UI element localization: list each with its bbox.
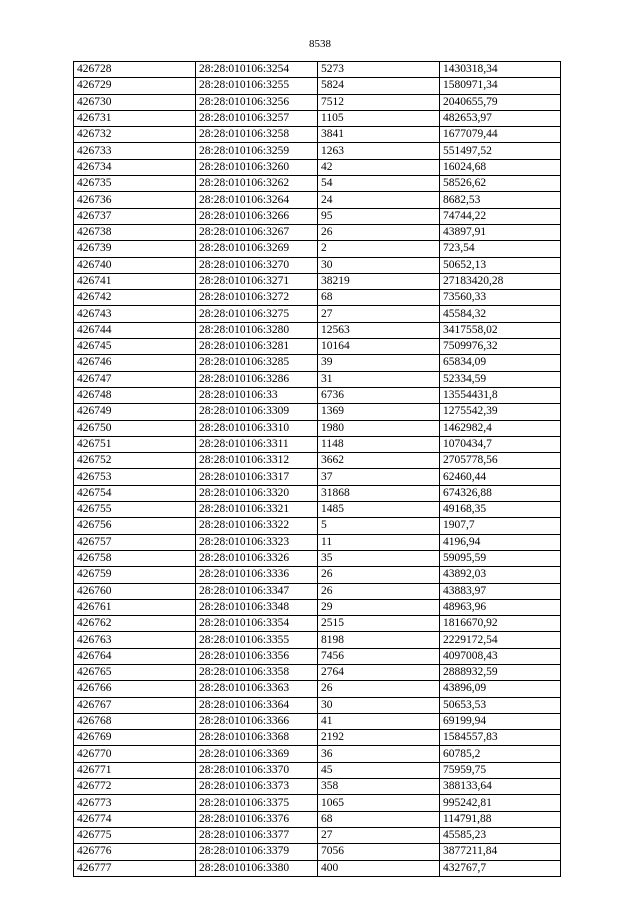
table-row xyxy=(74,306,561,322)
cadastral-number-cell: 28:28:010106:3355 xyxy=(196,632,318,648)
area-cell: 1263 xyxy=(318,143,440,159)
value-cell: 3417558,02 xyxy=(440,322,561,338)
cadastral-number-cell: 28:28:010106:3377 xyxy=(196,827,318,843)
table-row xyxy=(74,681,561,697)
value-cell: 723,54 xyxy=(440,241,561,257)
table-row xyxy=(74,159,561,175)
cadastral-number-cell: 28:28:010106:3370 xyxy=(196,762,318,778)
value-cell: 1070434,7 xyxy=(440,436,561,452)
record-number-cell: 426753 xyxy=(74,469,196,485)
cadastral-number-cell: 28:28:010106:3322 xyxy=(196,518,318,534)
table-row xyxy=(74,746,561,762)
record-number-cell: 426769 xyxy=(74,730,196,746)
record-number-cell: 426738 xyxy=(74,224,196,240)
cadastral-number-cell: 28:28:010106:3358 xyxy=(196,664,318,680)
cadastral-number-cell: 28:28:010106:3375 xyxy=(196,795,318,811)
record-number-cell: 426749 xyxy=(74,404,196,420)
registry-table xyxy=(73,61,561,877)
cadastral-number-cell: 28:28:010106:3366 xyxy=(196,713,318,729)
value-cell: 43896,09 xyxy=(440,681,561,697)
table-row xyxy=(74,779,561,795)
area-cell: 1065 xyxy=(318,795,440,811)
record-number-cell: 426745 xyxy=(74,339,196,355)
cadastral-number-cell: 28:28:010106:3369 xyxy=(196,746,318,762)
table-row xyxy=(74,453,561,469)
record-number-cell: 426747 xyxy=(74,371,196,387)
record-number-cell: 426755 xyxy=(74,502,196,518)
area-cell: 29 xyxy=(318,599,440,615)
value-cell: 1907,7 xyxy=(440,518,561,534)
table-row xyxy=(74,697,561,713)
table-row xyxy=(74,844,561,860)
area-cell: 24 xyxy=(318,192,440,208)
cadastral-number-cell: 28:28:010106:3347 xyxy=(196,583,318,599)
value-cell: 482653,97 xyxy=(440,110,561,126)
area-cell: 6736 xyxy=(318,387,440,403)
record-number-cell: 426731 xyxy=(74,110,196,126)
area-cell: 11 xyxy=(318,534,440,550)
table-row xyxy=(74,192,561,208)
table-row xyxy=(74,355,561,371)
value-cell: 1275542,39 xyxy=(440,404,561,420)
value-cell: 2705778,56 xyxy=(440,453,561,469)
value-cell: 1430318,34 xyxy=(440,62,561,78)
table-row xyxy=(74,143,561,159)
value-cell: 114791,88 xyxy=(440,811,561,827)
record-number-cell: 426759 xyxy=(74,567,196,583)
record-number-cell: 426743 xyxy=(74,306,196,322)
value-cell: 16024,68 xyxy=(440,159,561,175)
record-number-cell: 426777 xyxy=(74,860,196,876)
table-row xyxy=(74,290,561,306)
value-cell: 60785,2 xyxy=(440,746,561,762)
table-row xyxy=(74,567,561,583)
cadastral-number-cell: 28:28:010106:3260 xyxy=(196,159,318,175)
cadastral-number-cell: 28:28:010106:3356 xyxy=(196,648,318,664)
record-number-cell: 426775 xyxy=(74,827,196,843)
area-cell: 3841 xyxy=(318,127,440,143)
record-number-cell: 426772 xyxy=(74,779,196,795)
cadastral-number-cell: 28:28:010106:3259 xyxy=(196,143,318,159)
table-row xyxy=(74,502,561,518)
area-cell: 26 xyxy=(318,567,440,583)
cadastral-number-cell: 28:28:010106:3286 xyxy=(196,371,318,387)
record-number-cell: 426752 xyxy=(74,453,196,469)
cadastral-number-cell: 28:28:010106:3257 xyxy=(196,110,318,126)
cadastral-number-cell: 28:28:010106:3269 xyxy=(196,241,318,257)
area-cell: 7512 xyxy=(318,94,440,110)
value-cell: 2888932,59 xyxy=(440,664,561,680)
value-cell: 50652,13 xyxy=(440,257,561,273)
record-number-cell: 426768 xyxy=(74,713,196,729)
record-number-cell: 426751 xyxy=(74,436,196,452)
cadastral-number-cell: 28:28:010106:3267 xyxy=(196,224,318,240)
table-row xyxy=(74,387,561,403)
record-number-cell: 426750 xyxy=(74,420,196,436)
area-cell: 8198 xyxy=(318,632,440,648)
table-row xyxy=(74,664,561,680)
cadastral-number-cell: 28:28:010106:3264 xyxy=(196,192,318,208)
cadastral-number-cell: 28:28:010106:3254 xyxy=(196,62,318,78)
cadastral-number-cell: 28:28:010106:3281 xyxy=(196,339,318,355)
value-cell: 52334,59 xyxy=(440,371,561,387)
area-cell: 5824 xyxy=(318,78,440,94)
cadastral-number-cell: 28:28:010106:3312 xyxy=(196,453,318,469)
record-number-cell: 426729 xyxy=(74,78,196,94)
record-number-cell: 426744 xyxy=(74,322,196,338)
area-cell: 2764 xyxy=(318,664,440,680)
area-cell: 2515 xyxy=(318,616,440,632)
cadastral-number-cell: 28:28:010106:3368 xyxy=(196,730,318,746)
table-row xyxy=(74,616,561,632)
cadastral-number-cell: 28:28:010106:3379 xyxy=(196,844,318,860)
table-row xyxy=(74,436,561,452)
area-cell: 30 xyxy=(318,697,440,713)
area-cell: 5273 xyxy=(318,62,440,78)
table-row xyxy=(74,485,561,501)
value-cell: 43892,03 xyxy=(440,567,561,583)
area-cell: 68 xyxy=(318,290,440,306)
record-number-cell: 426732 xyxy=(74,127,196,143)
area-cell: 7456 xyxy=(318,648,440,664)
value-cell: 8682,53 xyxy=(440,192,561,208)
record-number-cell: 426763 xyxy=(74,632,196,648)
table-row xyxy=(74,730,561,746)
table-row xyxy=(74,534,561,550)
table-row xyxy=(74,648,561,664)
value-cell: 27183420,28 xyxy=(440,273,561,289)
table-row xyxy=(74,420,561,436)
record-number-cell: 426734 xyxy=(74,159,196,175)
value-cell: 45585,23 xyxy=(440,827,561,843)
value-cell: 4097008,43 xyxy=(440,648,561,664)
cadastral-number-cell: 28:28:010106:3348 xyxy=(196,599,318,615)
value-cell: 3877211,84 xyxy=(440,844,561,860)
table-row xyxy=(74,550,561,566)
cadastral-number-cell: 28:28:010106:3266 xyxy=(196,208,318,224)
value-cell: 432767,7 xyxy=(440,860,561,876)
record-number-cell: 426736 xyxy=(74,192,196,208)
area-cell: 95 xyxy=(318,208,440,224)
record-number-cell: 426730 xyxy=(74,94,196,110)
record-number-cell: 426739 xyxy=(74,241,196,257)
table-row xyxy=(74,127,561,143)
record-number-cell: 426728 xyxy=(74,62,196,78)
cadastral-number-cell: 28:28:010106:3363 xyxy=(196,681,318,697)
cadastral-number-cell: 28:28:010106:3275 xyxy=(196,306,318,322)
cadastral-number-cell: 28:28:010106:3323 xyxy=(196,534,318,550)
cadastral-number-cell: 28:28:010106:3311 xyxy=(196,436,318,452)
cadastral-number-cell: 28:28:010106:3320 xyxy=(196,485,318,501)
cadastral-number-cell: 28:28:010106:3336 xyxy=(196,567,318,583)
cadastral-number-cell: 28:28:010106:3272 xyxy=(196,290,318,306)
cadastral-number-cell: 28:28:010106:3309 xyxy=(196,404,318,420)
value-cell: 75959,75 xyxy=(440,762,561,778)
table-row xyxy=(74,110,561,126)
table-row xyxy=(74,599,561,615)
area-cell: 35 xyxy=(318,550,440,566)
cadastral-number-cell: 28:28:010106:3376 xyxy=(196,811,318,827)
value-cell: 2040655,79 xyxy=(440,94,561,110)
value-cell: 1580971,34 xyxy=(440,78,561,94)
cadastral-number-cell: 28:28:010106:3262 xyxy=(196,176,318,192)
value-cell: 1816670,92 xyxy=(440,616,561,632)
area-cell: 358 xyxy=(318,779,440,795)
value-cell: 43897,91 xyxy=(440,224,561,240)
cadastral-number-cell: 28:28:010106:3310 xyxy=(196,420,318,436)
cadastral-number-cell: 28:28:010106:3271 xyxy=(196,273,318,289)
cadastral-number-cell: 28:28:010106:3317 xyxy=(196,469,318,485)
record-number-cell: 426748 xyxy=(74,387,196,403)
table-row xyxy=(74,469,561,485)
table-row xyxy=(74,795,561,811)
value-cell: 45584,32 xyxy=(440,306,561,322)
record-number-cell: 426737 xyxy=(74,208,196,224)
record-number-cell: 426760 xyxy=(74,583,196,599)
cadastral-number-cell: 28:28:010106:3256 xyxy=(196,94,318,110)
record-number-cell: 426757 xyxy=(74,534,196,550)
table-row xyxy=(74,860,561,876)
cadastral-number-cell: 28:28:010106:3373 xyxy=(196,779,318,795)
record-number-cell: 426770 xyxy=(74,746,196,762)
area-cell: 31868 xyxy=(318,485,440,501)
value-cell: 674326,88 xyxy=(440,485,561,501)
cadastral-number-cell: 28:28:010106:3326 xyxy=(196,550,318,566)
value-cell: 1677079,44 xyxy=(440,127,561,143)
area-cell: 68 xyxy=(318,811,440,827)
table-row xyxy=(74,713,561,729)
value-cell: 48963,96 xyxy=(440,599,561,615)
value-cell: 4196,94 xyxy=(440,534,561,550)
area-cell: 7056 xyxy=(318,844,440,860)
area-cell: 400 xyxy=(318,860,440,876)
cadastral-number-cell: 28:28:010106:3354 xyxy=(196,616,318,632)
table-row xyxy=(74,339,561,355)
value-cell: 62460,44 xyxy=(440,469,561,485)
record-number-cell: 426758 xyxy=(74,550,196,566)
record-number-cell: 426735 xyxy=(74,176,196,192)
record-number-cell: 426756 xyxy=(74,518,196,534)
area-cell: 26 xyxy=(318,224,440,240)
table-row xyxy=(74,257,561,273)
cadastral-number-cell: 28:28:010106:3285 xyxy=(196,355,318,371)
record-number-cell: 426754 xyxy=(74,485,196,501)
cadastral-number-cell: 28:28:010106:3258 xyxy=(196,127,318,143)
table-row xyxy=(74,762,561,778)
value-cell: 7509976,32 xyxy=(440,339,561,355)
value-cell: 50653,53 xyxy=(440,697,561,713)
area-cell: 26 xyxy=(318,583,440,599)
table-row xyxy=(74,371,561,387)
area-cell: 26 xyxy=(318,681,440,697)
table-row xyxy=(74,176,561,192)
area-cell: 2192 xyxy=(318,730,440,746)
table-row xyxy=(74,583,561,599)
table-row xyxy=(74,404,561,420)
table-row xyxy=(74,62,561,78)
value-cell: 65834,09 xyxy=(440,355,561,371)
area-cell: 41 xyxy=(318,713,440,729)
value-cell: 69199,94 xyxy=(440,713,561,729)
value-cell: 13554431,8 xyxy=(440,387,561,403)
table-row xyxy=(74,94,561,110)
table-row xyxy=(74,224,561,240)
cadastral-number-cell: 28:28:010106:3255 xyxy=(196,78,318,94)
value-cell: 43883,97 xyxy=(440,583,561,599)
value-cell: 1462982,4 xyxy=(440,420,561,436)
value-cell: 388133,64 xyxy=(440,779,561,795)
record-number-cell: 426742 xyxy=(74,290,196,306)
record-number-cell: 426771 xyxy=(74,762,196,778)
page-number: 8538 xyxy=(309,38,331,50)
area-cell: 1980 xyxy=(318,420,440,436)
area-cell: 12563 xyxy=(318,322,440,338)
area-cell: 54 xyxy=(318,176,440,192)
value-cell: 551497,52 xyxy=(440,143,561,159)
record-number-cell: 426733 xyxy=(74,143,196,159)
area-cell: 38219 xyxy=(318,273,440,289)
area-cell: 27 xyxy=(318,306,440,322)
record-number-cell: 426741 xyxy=(74,273,196,289)
record-number-cell: 426773 xyxy=(74,795,196,811)
value-cell: 995242,81 xyxy=(440,795,561,811)
area-cell: 1369 xyxy=(318,404,440,420)
area-cell: 1105 xyxy=(318,110,440,126)
record-number-cell: 426776 xyxy=(74,844,196,860)
table-row xyxy=(74,322,561,338)
area-cell: 31 xyxy=(318,371,440,387)
cadastral-number-cell: 28:28:010106:3321 xyxy=(196,502,318,518)
cadastral-number-cell: 28:28:010106:3270 xyxy=(196,257,318,273)
area-cell: 1148 xyxy=(318,436,440,452)
table-row xyxy=(74,632,561,648)
area-cell: 5 xyxy=(318,518,440,534)
area-cell: 1485 xyxy=(318,502,440,518)
area-cell: 37 xyxy=(318,469,440,485)
cadastral-number-cell: 28:28:010106:3380 xyxy=(196,860,318,876)
table-row xyxy=(74,827,561,843)
record-number-cell: 426740 xyxy=(74,257,196,273)
area-cell: 2 xyxy=(318,241,440,257)
area-cell: 42 xyxy=(318,159,440,175)
table-row xyxy=(74,241,561,257)
table-row xyxy=(74,811,561,827)
cadastral-number-cell: 28:28:010106:3280 xyxy=(196,322,318,338)
registry-table-body xyxy=(74,62,561,877)
area-cell: 3662 xyxy=(318,453,440,469)
record-number-cell: 426746 xyxy=(74,355,196,371)
record-number-cell: 426764 xyxy=(74,648,196,664)
value-cell: 59095,59 xyxy=(440,550,561,566)
record-number-cell: 426765 xyxy=(74,664,196,680)
value-cell: 58526,62 xyxy=(440,176,561,192)
record-number-cell: 426767 xyxy=(74,697,196,713)
area-cell: 36 xyxy=(318,746,440,762)
area-cell: 30 xyxy=(318,257,440,273)
area-cell: 45 xyxy=(318,762,440,778)
value-cell: 1584557,83 xyxy=(440,730,561,746)
table-row xyxy=(74,78,561,94)
value-cell: 2229172,54 xyxy=(440,632,561,648)
value-cell: 74744,22 xyxy=(440,208,561,224)
table-row xyxy=(74,208,561,224)
table-row xyxy=(74,273,561,289)
table-row xyxy=(74,518,561,534)
record-number-cell: 426774 xyxy=(74,811,196,827)
area-cell: 27 xyxy=(318,827,440,843)
area-cell: 10164 xyxy=(318,339,440,355)
value-cell: 73560,33 xyxy=(440,290,561,306)
area-cell: 39 xyxy=(318,355,440,371)
record-number-cell: 426766 xyxy=(74,681,196,697)
cadastral-number-cell: 28:28:010106:33 xyxy=(196,387,318,403)
record-number-cell: 426762 xyxy=(74,616,196,632)
value-cell: 49168,35 xyxy=(440,502,561,518)
record-number-cell: 426761 xyxy=(74,599,196,615)
cadastral-number-cell: 28:28:010106:3364 xyxy=(196,697,318,713)
